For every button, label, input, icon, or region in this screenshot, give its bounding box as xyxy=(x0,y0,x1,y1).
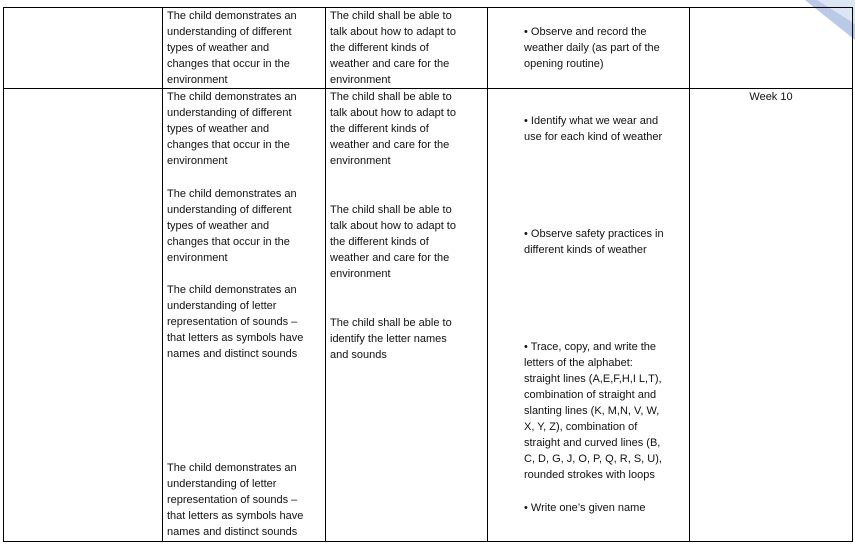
objective-cell: • Identify what we wear and use for each kind of weather xyxy=(524,115,663,143)
table-border-bottom xyxy=(3,541,853,542)
performance-standard-cell: The child shall be able to identify the letter names and sounds xyxy=(330,317,452,361)
performance-standard-cell: The child shall be able to talk about how to adapt to the different kinds of weather and care for the environment xyxy=(330,10,456,86)
content-standard-cell: The child demonstrates an understanding of letter representation of sounds – that letters as symbols have names and distinct sounds xyxy=(167,462,304,538)
content-standard-cell: The child demonstrates an understanding of letter representation of sounds – that letters as symbols have names and distinct sounds xyxy=(167,284,304,360)
objective-cell: • Write one’s given name xyxy=(524,502,646,514)
content-standard-cell: The child demonstrates an understanding of different types of weather and changes that occur in the environment xyxy=(167,91,297,167)
objective-cell: • Trace, copy, and write the letters of the alphabet: straight lines (A,E,F,H,I L,T), combination of straight and slanting lines (K, M,N, V, W, X, Y, Z), combination of straight and curved lines (B, C, D, G, J, O, P, Q, R, S, U), rounded strokes with loops xyxy=(524,341,662,481)
content-standard-cell: The child demonstrates an understanding of different types of weather and changes that occur in the environment xyxy=(167,10,297,86)
week-label: Week 10 xyxy=(749,91,793,103)
content-standard-cell: The child demonstrates an understanding of different types of weather and changes that occur in the environment xyxy=(167,188,297,264)
performance-standard-cell: The child shall be able to talk about how to adapt to the different kinds of weather and care for the environment xyxy=(330,91,456,167)
objective-cell: • Observe safety practices in different kinds of weather xyxy=(524,228,664,256)
performance-standard-cell: The child shall be able to talk about how to adapt to the different kinds of weather and care for the environment xyxy=(330,204,456,280)
objective-cell: • Observe and record the weather daily (as part of the opening routine) xyxy=(524,26,660,70)
